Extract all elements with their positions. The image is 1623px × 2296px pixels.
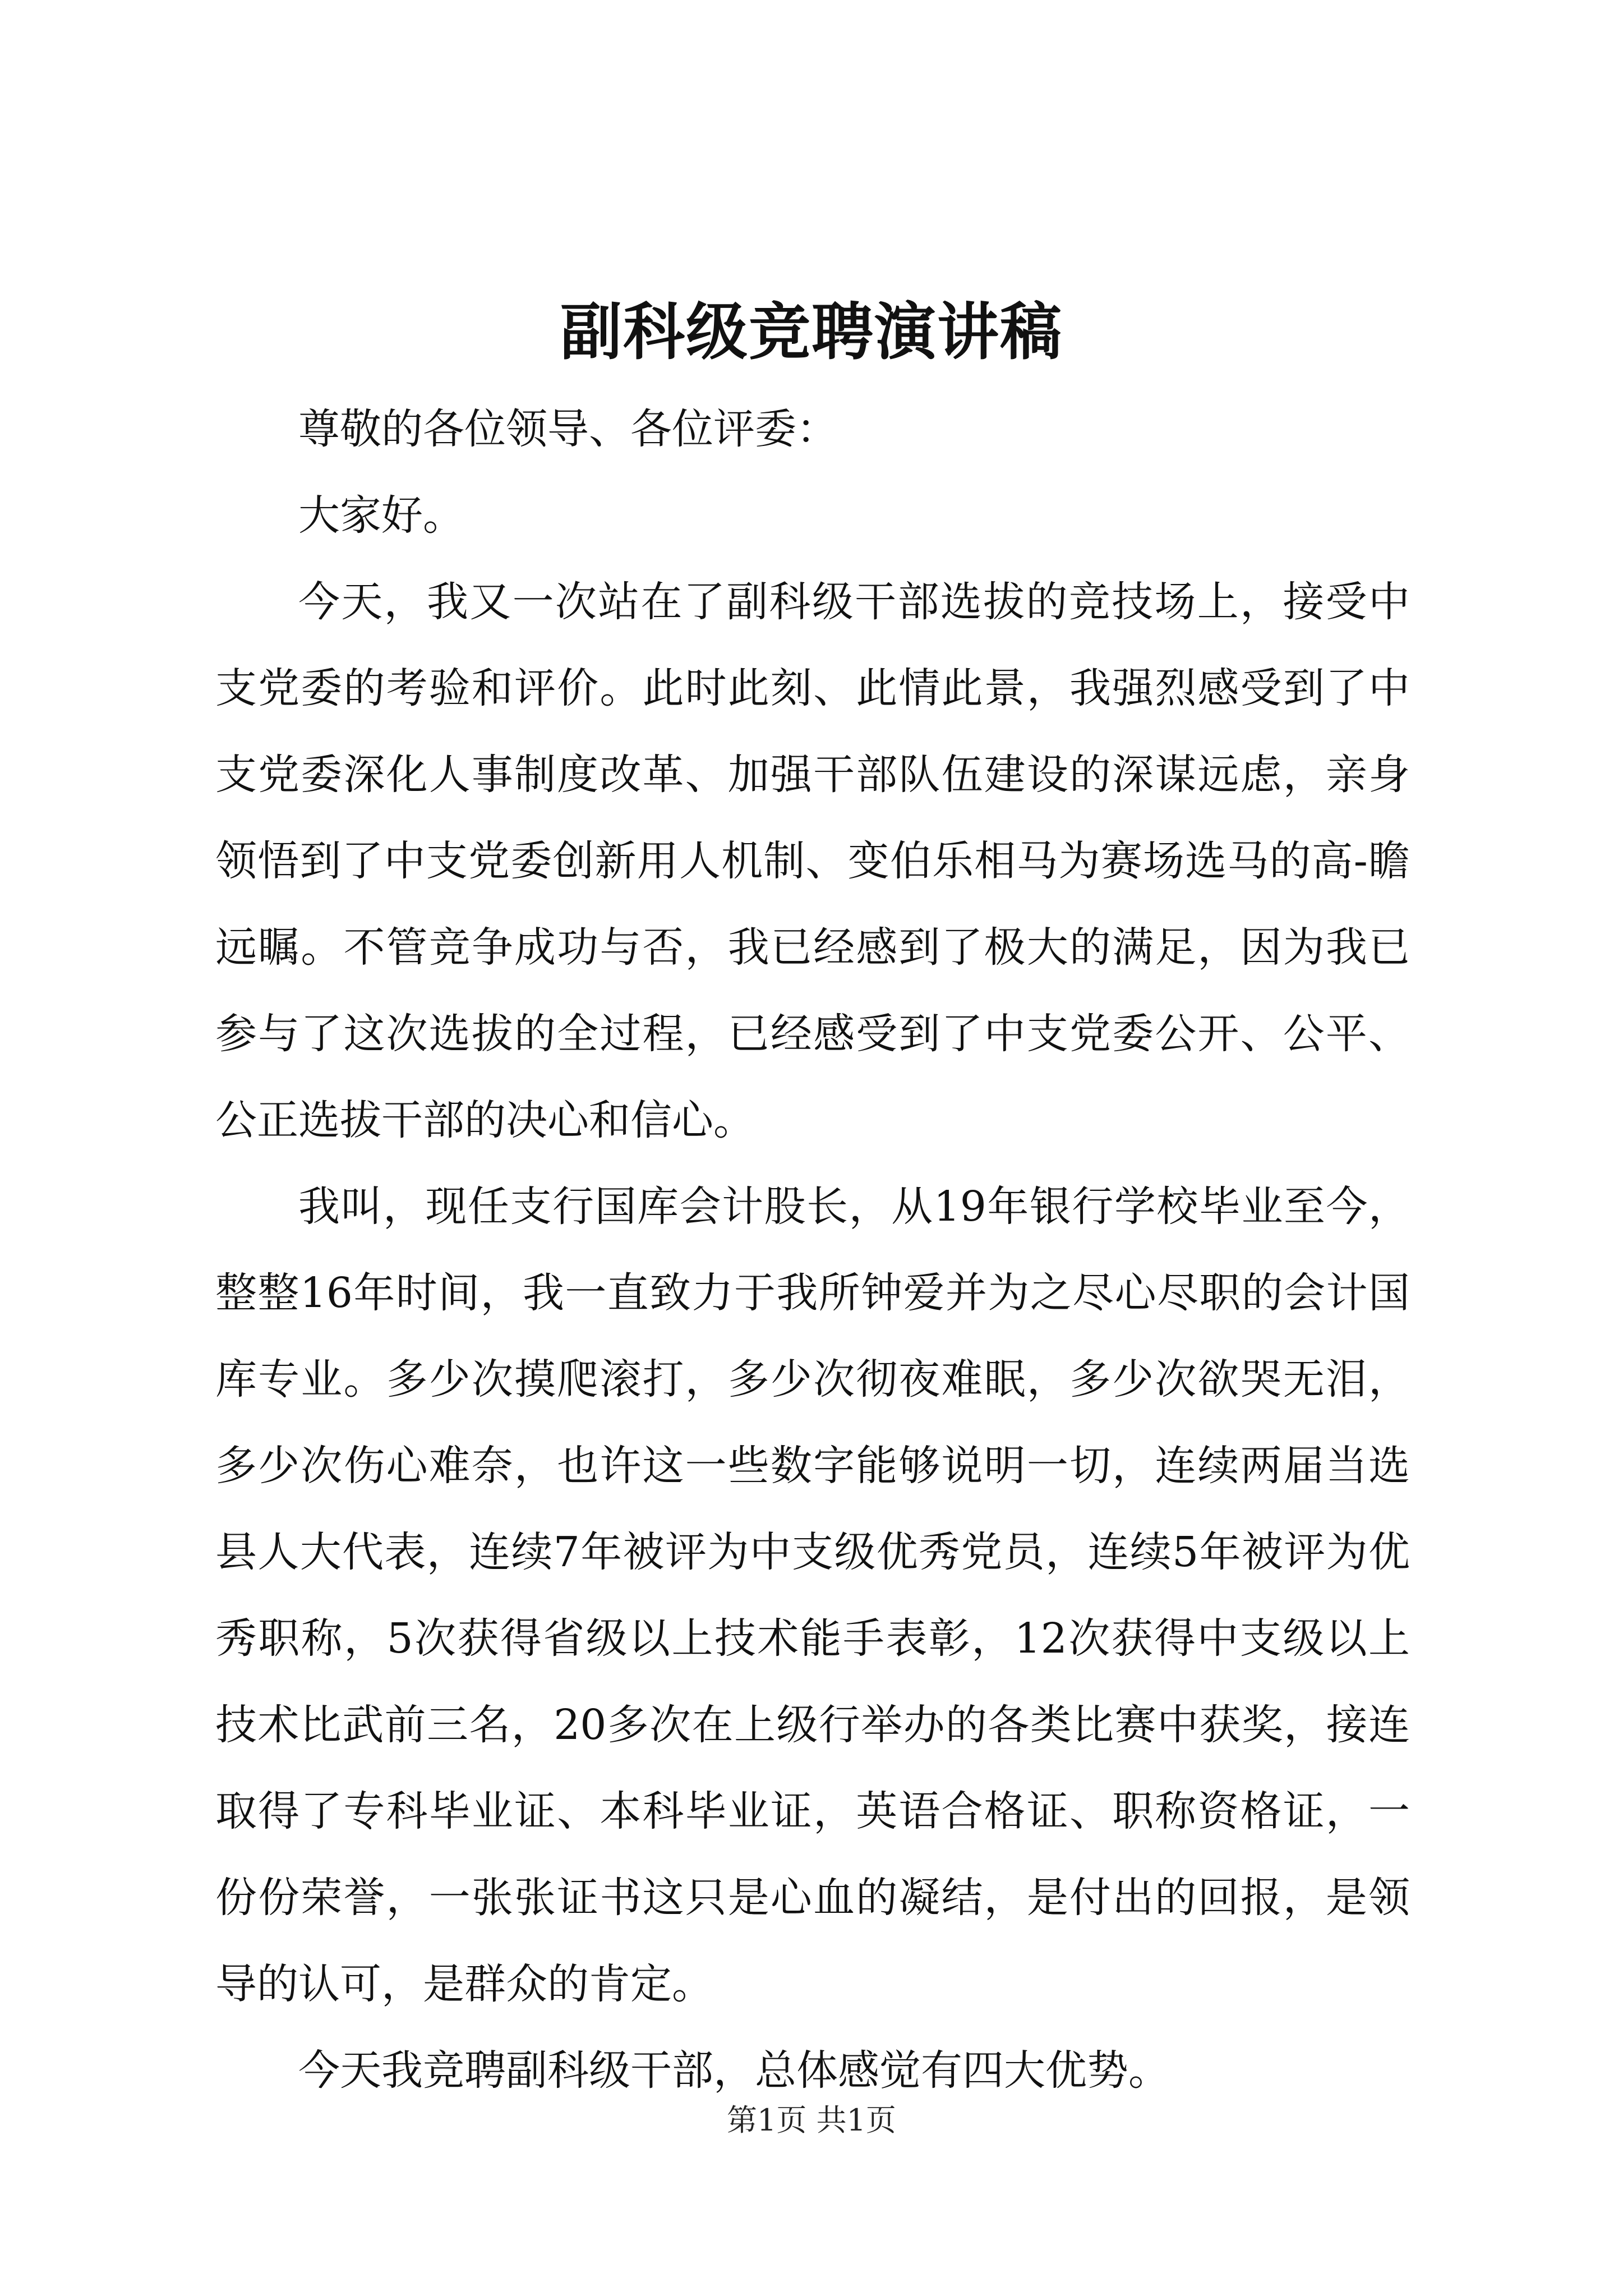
body-paragraph: 今天我竞聘副科级干部，总体感觉有四大优势。 — [298, 2046, 1170, 2095]
document-body — [215, 386, 1410, 2114]
document-title: 副科级竞聘演讲稿 — [560, 296, 1063, 368]
body-paragraph: 今天，我又一次站在了副科级干部选拔的竞技场上，接受中支党委的考验和评价。此时此刻、此情此景，我强烈感受到了中支党委深化人事制度改革、加强干部队伍建设的深谋远虑，亲身领悟到了中支党委创新用人机制、变伯乐相马为赛场选马的高-瞻远瞩。不管竞争成功与否，我已经感到了极大的满足，因为我已参与了这次选拔的全过程，已经感受到了中支党委公开、公平、公正选拔干部的决心和信心。 — [215, 578, 1410, 1144]
greeting-paragraph: 大家好。 — [298, 491, 464, 540]
body-paragraph: 我叫，现任支行国库会计股长，从19年银行学校毕业至今，整整16年时间，我一直致力于我所钟爱并为之尽心尽职的会计国库专业。多少次摸爬滚打，多少次彻夜难眠，多少次欲哭无泪，多少次伤心难奈，也许这一些数字能够说明一切，连续两届当选县人大代表，连续7年被评为中支级优秀党员，连续5年被评为优秀职称，5次获得省级以上技术能手表彰，12次获得中支级以上技术比武前三名，20多次在上级行举办的各类比赛中获奖，接连取得了专科毕业证、本科毕业证，英语合格证、职称资格证，一份份荣誉，一张张证书这只是心血的凝结，是付出的回报，是领导的认可，是群众的肯定。 — [215, 1182, 1410, 2008]
salutation-paragraph: 尊敬的各位领导、各位评委： — [298, 405, 838, 453]
page-footer: 第1页 共1页 — [727, 2102, 896, 2138]
